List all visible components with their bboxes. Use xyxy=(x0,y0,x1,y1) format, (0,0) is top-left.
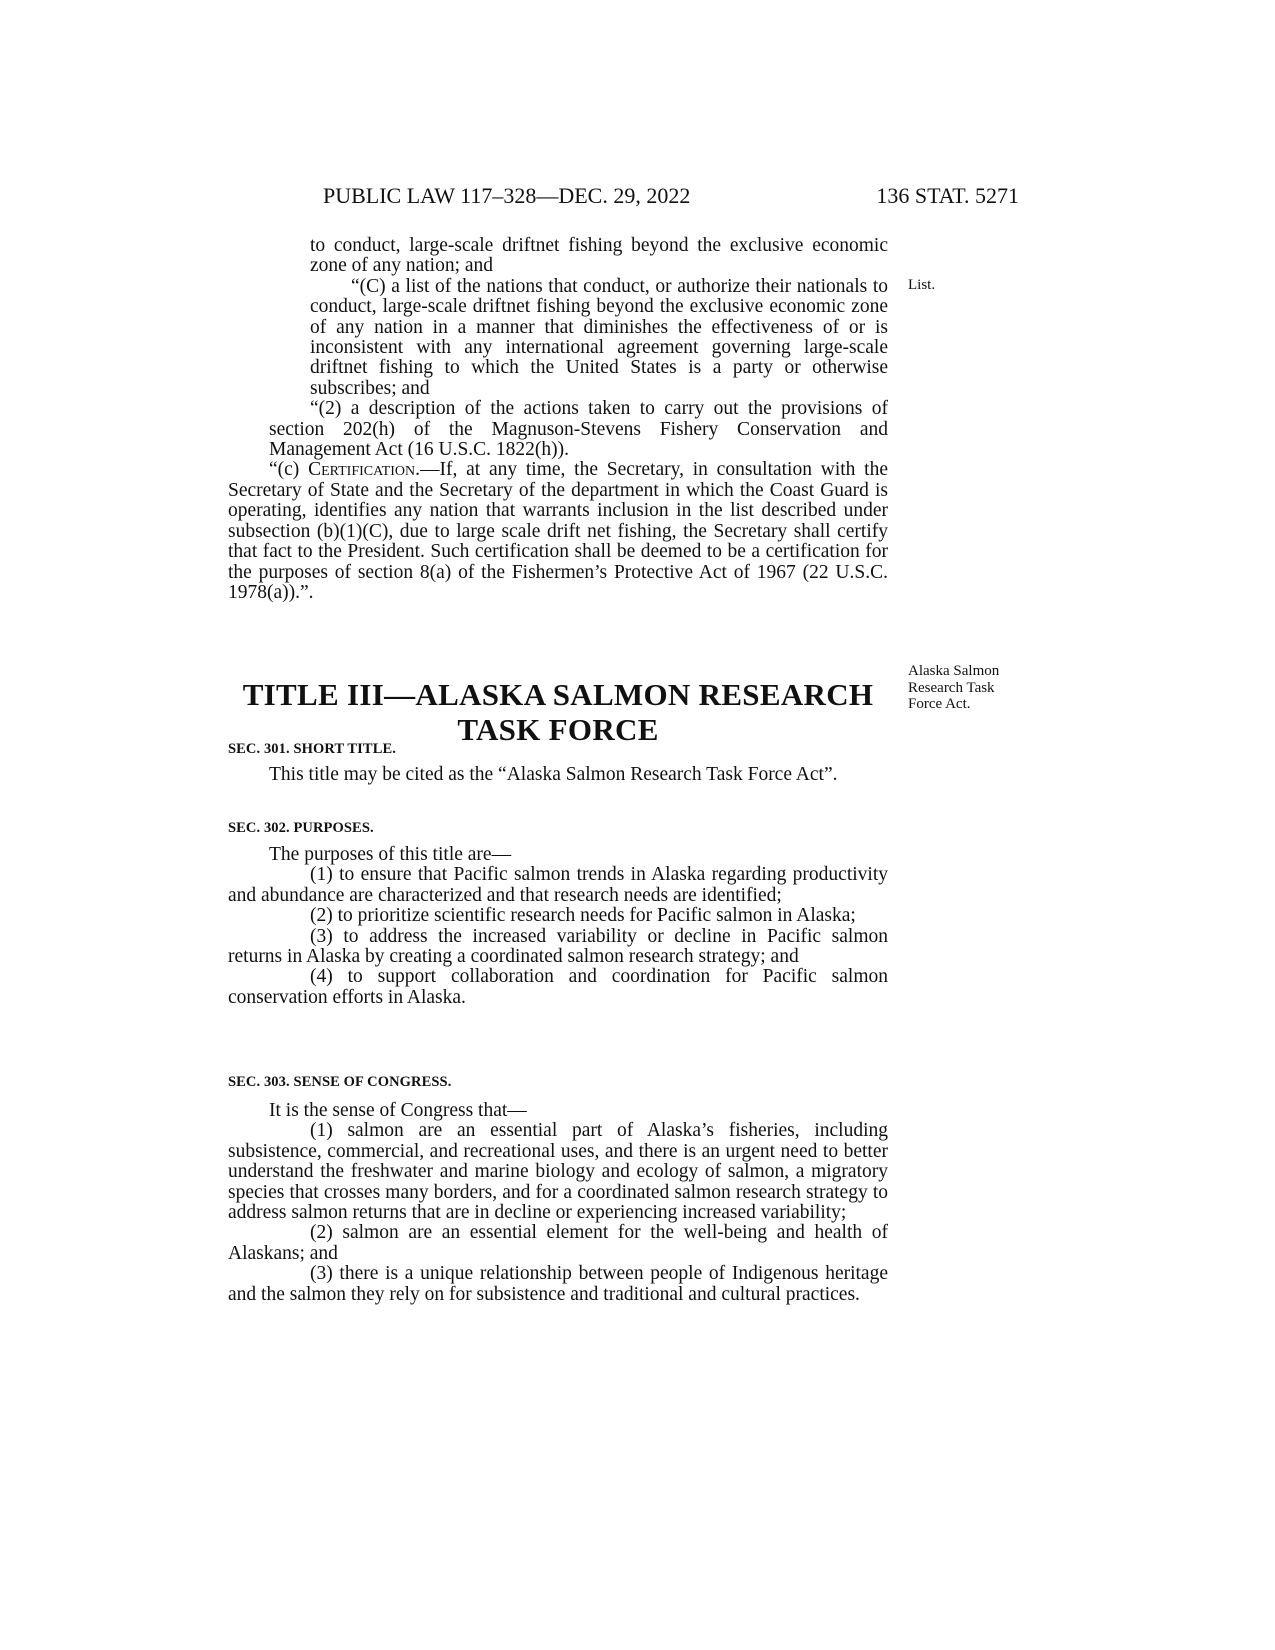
sec302-heading: SEC. 302. PURPOSES. xyxy=(228,820,374,836)
sec301-heading: SEC. 301. SHORT TITLE. xyxy=(228,741,396,757)
sec303-body xyxy=(228,1101,888,1305)
title-heading xyxy=(228,677,888,747)
sec301-text: This title may be cited as the “Alaska Salmon Research Task Force Act”. xyxy=(269,764,838,785)
margin-note-list: List. xyxy=(908,277,936,293)
title-line-1: TITLE III—ALASKA SALMON RESEARCH xyxy=(242,677,874,712)
continued-text-block xyxy=(228,236,888,603)
sec303-item-3: (3) there is a unique relationship between people of Indigenous heritage and the salmon they rely on for subsistence and traditional and cultural practices. xyxy=(228,1263,888,1305)
margin-note-act xyxy=(908,663,999,713)
margin-note-act-line-2: Research Task xyxy=(908,679,995,696)
sec301-body xyxy=(228,765,888,785)
paragraph-item-2: “(2) a description of the actions taken to carry out the provisions of section 202(h) of the Magnuson-Stevens Fishery Conservation and Management Act (16 U.S.C. 1822(h)). xyxy=(269,398,888,461)
paragraph-certification xyxy=(228,460,888,603)
sec302-item-4: (4) to support collaboration and coordination for Pacific salmon conservation efforts in Alaska. xyxy=(228,966,888,1008)
running-header-page: 136 STAT. 5271 xyxy=(876,183,1019,208)
sec302-item-1: (1) to ensure that Pacific salmon trends in Alaska regarding productivity and abundance are characterized and that research needs are identified; xyxy=(228,864,888,906)
sec303-intro: It is the sense of Congress that— xyxy=(269,1100,527,1121)
sec302-item-3: (3) to address the increased variability or decline in Pacific salmon returns in Alaska by creating a coordinated salmon research strategy; and xyxy=(228,925,888,968)
margin-note-act-line-1: Alaska Salmon xyxy=(908,663,1000,679)
paragraph-continued: to conduct, large-scale driftnet fishing beyond the exclusive economic zone of any nation; and xyxy=(310,235,888,277)
sec303-item-2: (2) salmon are an essential element for the well-being and health of Alaskans; and xyxy=(228,1222,888,1264)
running-header-title: PUBLIC LAW 117–328—DEC. 29, 2022 xyxy=(323,183,691,208)
certification-text: .—If, at any time, the Secretary, in consultation with the Secretary of State and the Secretary of the department in which the Coast Guard is operating, identifies any nation that warrants inclusion in the list described under subsection (b)(1)(C), due to large scale drift net fishing, the Secretary shall certify that fact to the President. Such certification shall be deemed to be a certification for the purposes of section 8(a) of the Fishermen’s Protective Act of 1967 (22 U.S.C. 1978(a)).”. xyxy=(228,459,888,603)
sec302-intro: The purposes of this title are— xyxy=(269,844,512,865)
margin-note-act-line-3: Force Act. xyxy=(908,696,971,712)
sec303-heading: SEC. 303. SENSE OF CONGRESS. xyxy=(228,1074,452,1090)
sec302-body xyxy=(228,845,888,1008)
paragraph-list-c: “(C) a list of the nations that conduct, or authorize their nationals to conduct, large-scale driftnet fishing beyond the exclusive economic zone of any nation in a manner that diminishes the effectiveness of or is inconsistent with any international agreement governing large-scale driftnet fishing to which the United States is a party or otherwise subscribes; and xyxy=(310,275,888,399)
sec303-item-1: (1) salmon are an essential part of Alaska’s fisheries, including subsistence, commercial, and recreational uses, and there is an urgent need to better understand the freshwater and marine biology and ecology of salmon, a migratory species that crosses many borders, and for a coordinated salmon research strategy to address salmon returns that are in decline or experiencing increased variability; xyxy=(228,1120,888,1224)
title-line-2: TASK FORCE xyxy=(457,712,659,747)
certification-prefix: “(c) xyxy=(269,459,309,481)
certification-caption: Certification xyxy=(308,459,416,481)
sec302-item-2: (2) to prioritize scientific research needs for Pacific salmon in Alaska; xyxy=(310,905,856,927)
